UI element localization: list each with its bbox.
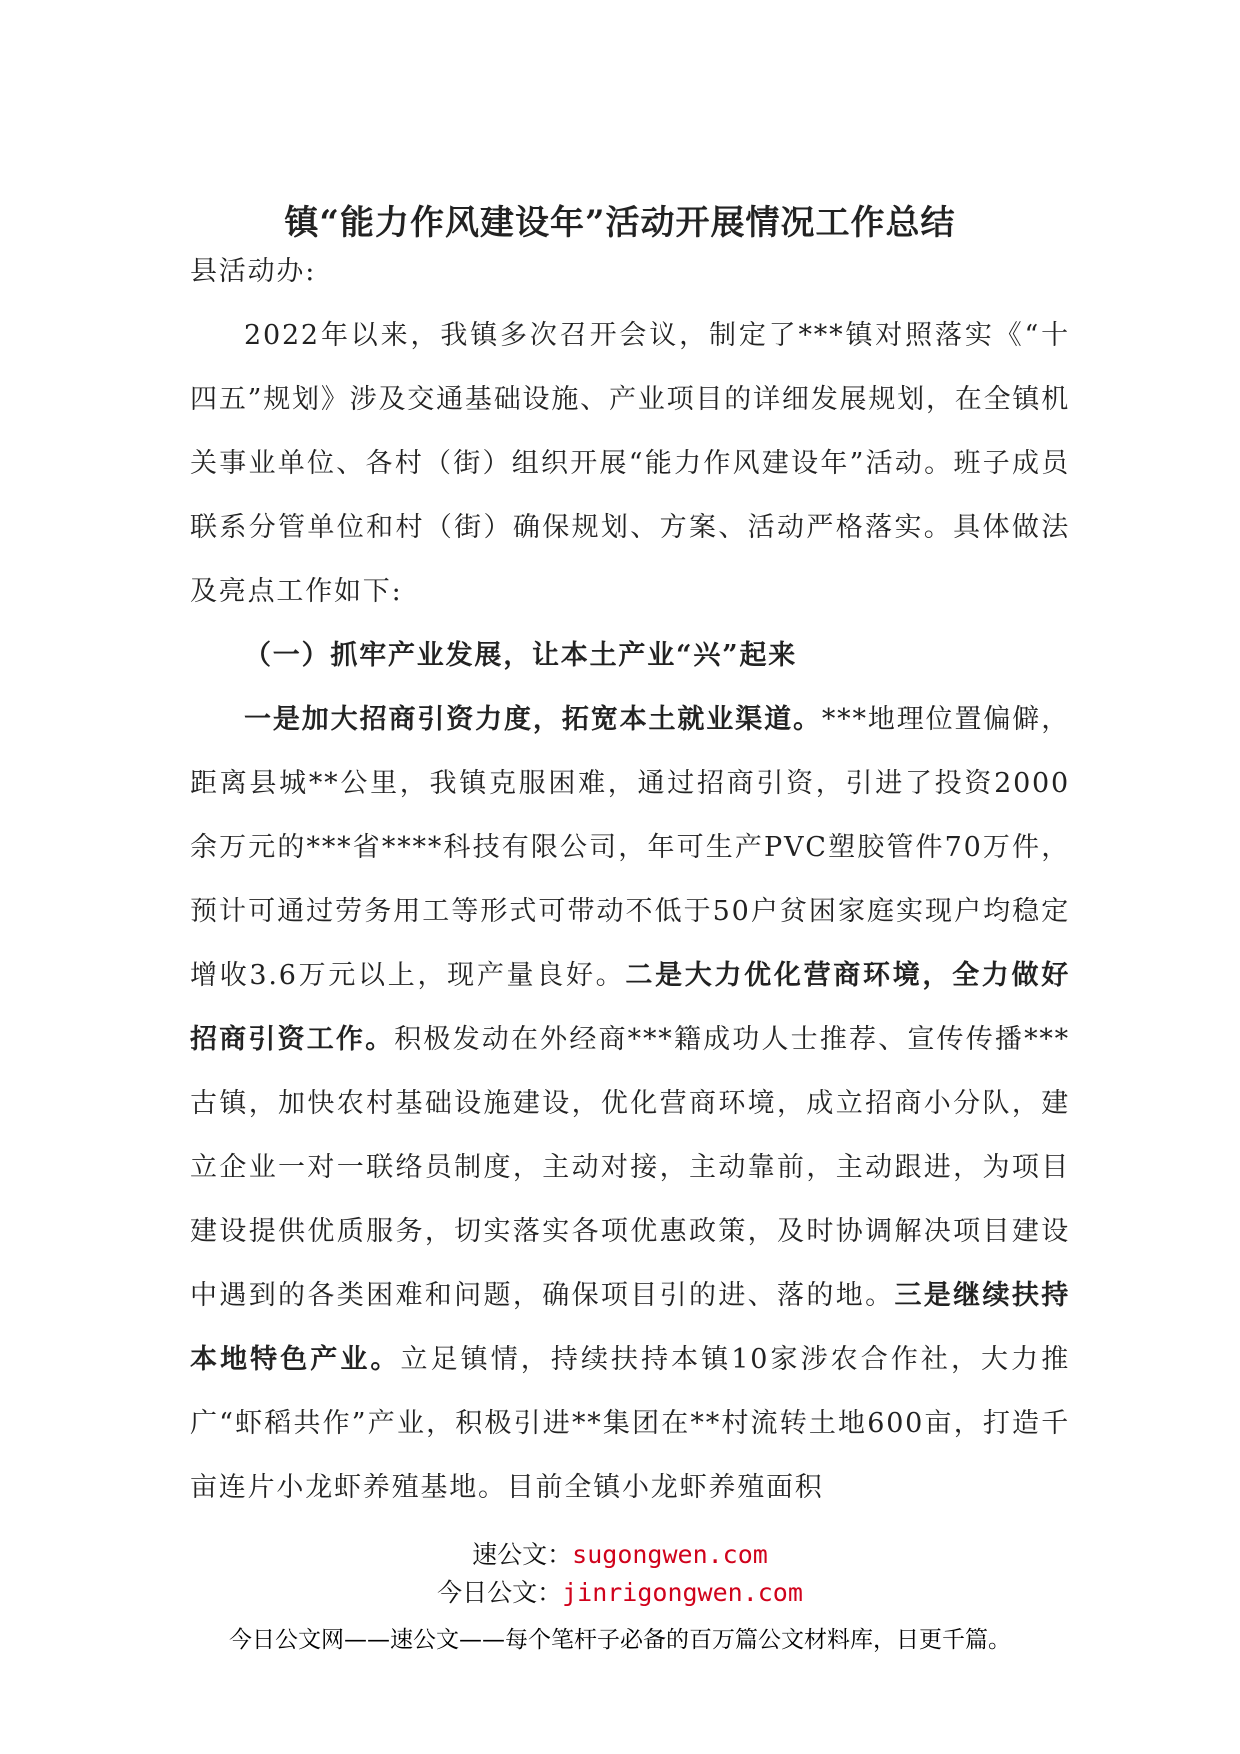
section-heading-1: （一）抓牢产业发展，让本土产业“兴”起来 — [244, 640, 798, 671]
point-3-heading: 三是继续扶持本地特色产业。 — [190, 1280, 1070, 1375]
section-1-paragraph — [190, 688, 1070, 1520]
footer-slogan: 今日公文网——速公文——每个笔杆子必备的百万篇公文材料库，日更千篇。 — [229, 1627, 1011, 1653]
footer-sugongwen-label: 速公文： — [472, 1540, 573, 1569]
footer-sugongwen-link[interactable]: sugongwen.com — [572, 1540, 768, 1569]
point-1-text: ***地理位置偏僻，距离县城**公里，我镇克服困难，通过招商引资，引进了投资2000余万元的***省****科技有限公司，年可生产PVC塑胶管件70万件，预计可通过劳务用工等形式可带动不低于50户贫困家庭实现户均稳定增收3.6万元以上，现产量良好。 — [190, 704, 1071, 991]
footer-jinrigongwen — [0, 1576, 1240, 1610]
point-3-text: 立足镇情，持续扶持本镇10家涉农合作社，大力推广“虾稻共作”产业，积极引进**集团在**村流转土地600亩，打造千亩连片小龙虾养殖基地。目前全镇小龙虾养殖面积 — [190, 1344, 1070, 1503]
point-1-heading: 一是加大招商引资力度，拓宽本土就业渠道。 — [244, 704, 822, 735]
point-2-text: 积极发动在外经商***籍成功人士推荐、宣传传播***古镇，加快农村基础设施建设，优化营商环境，成立招商小分队，建立企业一对一联络员制度，主动对接，主动靠前，主动跟进，为项目建设提供优质服务，切实落实各项优惠政策，及时协调解决项目建设中遇到的各类困难和问题，确保项目引的进、落的地。 — [190, 1024, 1070, 1311]
footer-sugongwen — [0, 1538, 1240, 1572]
intro-paragraph: 2022年以来，我镇多次召开会议，制定了***镇对照落实《“十四五”规划》涉及交通基础设施、产业项目的详细发展规划，在全镇机关事业单位、各村（街）组织开展“能力作风建设年”活动。班子成员联系分管单位和村（街）确保规划、方案、活动严格落实。具体做法及亮点工作如下: — [190, 320, 1070, 607]
footer-jinrigongwen-link[interactable]: jinrigongwen.com — [562, 1578, 803, 1607]
salutation: 县活动办: — [190, 256, 317, 287]
document-body — [190, 240, 1070, 1520]
point-2-heading: 二是大力优化营商环境，全力做好招商引资工作。 — [190, 960, 1070, 1055]
page-title: 镇“能力作风建设年”活动开展情况工作总结 — [284, 202, 956, 243]
footer-jinrigongwen-label: 今日公文： — [437, 1578, 563, 1607]
